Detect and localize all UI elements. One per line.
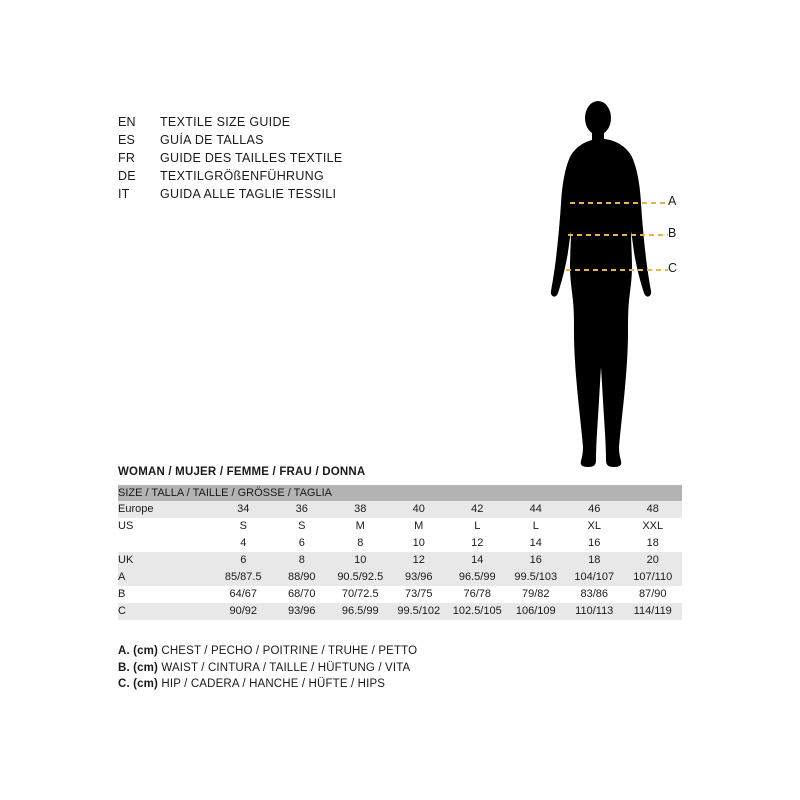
cell: 8 (273, 552, 332, 569)
title-text-de: TEXTILGRÖßENFÜHRUNG (160, 169, 325, 183)
title-text-es: GUÍA DE TALLAS (160, 133, 264, 147)
cell: XL (565, 518, 624, 535)
cell: 8 (331, 535, 390, 552)
cell: L (507, 518, 566, 535)
cell: 10 (331, 552, 390, 569)
row-label: A (118, 569, 214, 586)
cell: 110/113 (565, 603, 624, 620)
table-row (118, 603, 682, 620)
cell: 83/86 (565, 586, 624, 603)
row-label: US (118, 518, 214, 535)
cell: 99.5/102 (390, 603, 449, 620)
row-label: C (118, 603, 214, 620)
cell: 48 (624, 501, 683, 518)
cell: 68/70 (273, 586, 332, 603)
cell: 42 (448, 501, 507, 518)
band-label: SIZE / TALLA / TAILLE / GRÖSSE / TAGLIA (118, 485, 682, 501)
cell: 20 (624, 552, 683, 569)
footnote-a (118, 643, 618, 660)
table-row (118, 518, 682, 535)
cell: 96.5/99 (448, 569, 507, 586)
title-lang-it: IT (118, 187, 130, 201)
cell: 93/96 (273, 603, 332, 620)
cell: 36 (273, 501, 332, 518)
cell: 10 (390, 535, 449, 552)
title-lang-fr: FR (118, 151, 136, 165)
cell: 12 (390, 552, 449, 569)
footnote-c-text: HIP / CADERA / HANCHE / HÜFTE / HIPS (161, 678, 386, 690)
cell: 12 (448, 535, 507, 552)
measure-label-c: C (668, 261, 678, 275)
cell: 44 (507, 501, 566, 518)
cell: 88/90 (273, 569, 332, 586)
cell: 34 (214, 501, 273, 518)
title-row (118, 113, 448, 131)
cell: 90/92 (214, 603, 273, 620)
cell: S (273, 518, 332, 535)
cell: 70/72.5 (331, 586, 390, 603)
footnotes (118, 643, 618, 693)
cell: 85/87.5 (214, 569, 273, 586)
size-guide-figure (520, 95, 720, 475)
cell: 64/67 (214, 586, 273, 603)
cell: 14 (448, 552, 507, 569)
row-label (118, 535, 214, 552)
cell: L (448, 518, 507, 535)
cell: 16 (565, 535, 624, 552)
cell: S (214, 518, 273, 535)
title-text-fr: GUIDE DES TAILLES TEXTILE (160, 151, 343, 165)
title-block (118, 113, 448, 203)
table-row (118, 501, 682, 518)
size-table-area (118, 466, 682, 620)
cell: 87/90 (624, 586, 683, 603)
cell: 16 (507, 552, 566, 569)
title-text-en: TEXTILE SIZE GUIDE (160, 115, 291, 129)
cell: 104/107 (565, 569, 624, 586)
table-band-header (118, 485, 682, 501)
title-row (118, 167, 448, 185)
cell: 6 (273, 535, 332, 552)
cell: 4 (214, 535, 273, 552)
title-row (118, 131, 448, 149)
table-heading: WOMAN / MUJER / FEMME / FRAU / DONNA (118, 466, 366, 478)
cell: 73/75 (390, 586, 449, 603)
table-row (118, 535, 682, 552)
title-row (118, 149, 448, 167)
cell: 96.5/99 (331, 603, 390, 620)
cell: XXL (624, 518, 683, 535)
title-text-it: GUIDA ALLE TAGLIE TESSILI (160, 187, 337, 201)
footnote-a-text: CHEST / PECHO / POITRINE / TRUHE / PETTO (161, 645, 418, 657)
cell: 106/109 (507, 603, 566, 620)
cell: 40 (390, 501, 449, 518)
table-row (118, 586, 682, 603)
row-label: Europe (118, 501, 214, 518)
footnote-c (118, 676, 618, 693)
footnote-b (118, 660, 618, 677)
size-table (118, 485, 682, 620)
cell: 107/110 (624, 569, 683, 586)
cell: 18 (565, 552, 624, 569)
measure-label-a: A (668, 194, 677, 208)
cell: 90.5/92.5 (331, 569, 390, 586)
woman-silhouette-icon (520, 95, 720, 475)
cell: 114/119 (624, 603, 683, 620)
cell: 79/82 (507, 586, 566, 603)
table-row (118, 552, 682, 569)
footnote-b-text: WAIST / CINTURA / TAILLE / HÜFTUNG / VITA (161, 661, 411, 674)
row-label: B (118, 586, 214, 603)
cell: M (390, 518, 449, 535)
cell: 76/78 (448, 586, 507, 603)
footnote-c-key: C. (cm) (118, 678, 159, 690)
cell: 46 (565, 501, 624, 518)
cell: 99.5/103 (507, 569, 566, 586)
footnote-a-key: A. (cm) (118, 645, 159, 657)
cell: 14 (507, 535, 566, 552)
measure-label-b: B (668, 226, 677, 240)
title-lang-de: DE (118, 169, 136, 183)
footnote-b-key: B. (cm) (118, 661, 159, 674)
title-lang-en: EN (118, 115, 136, 129)
title-lang-es: ES (118, 133, 136, 147)
table-row (118, 569, 682, 586)
cell: 93/96 (390, 569, 449, 586)
row-label: UK (118, 552, 214, 569)
cell: 102.5/105 (448, 603, 507, 620)
title-row (118, 185, 448, 203)
cell: 18 (624, 535, 683, 552)
cell: 38 (331, 501, 390, 518)
cell: 6 (214, 552, 273, 569)
cell: M (331, 518, 390, 535)
